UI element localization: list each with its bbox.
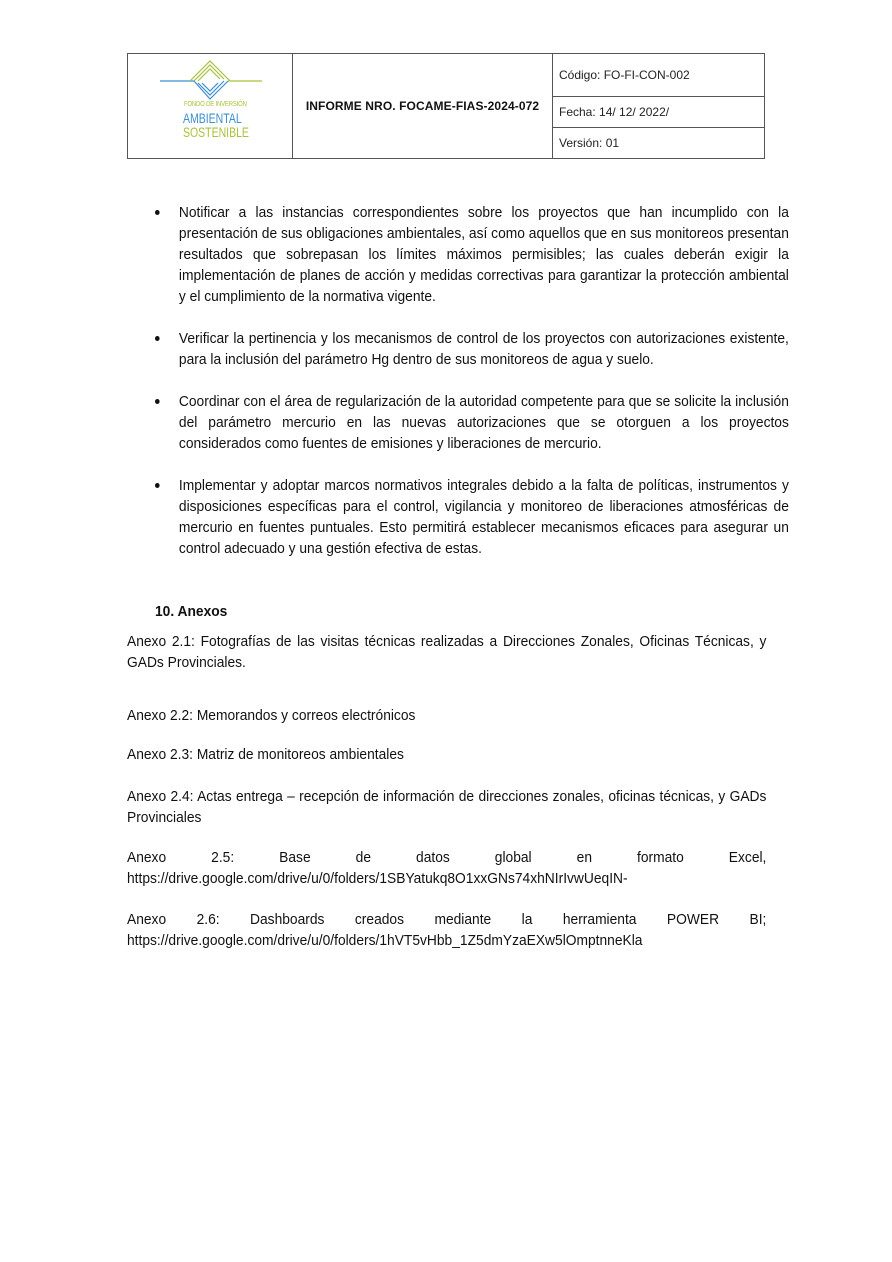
list-item-text: Notificar a las instancias correspondientes sobre los proyectos que han incumplido con la presentación de sus obligaciones ambientales, así como aquellos que en sus monitoreos presentan resultados que sobrepasan los límites máximos permisibles; las cuales deberán exigir la implementación de planes de acción y medidas correctivas para garantizar la protección ambiental y el cumplimiento de la normativa vigente. (178, 204, 789, 305)
list-item (155, 391, 789, 454)
document-code: Código: FO-FI-CON-002 (553, 54, 765, 97)
list-item (155, 202, 789, 307)
logo-text-line2: AMBIENTAL (183, 110, 242, 126)
list-item (155, 328, 789, 370)
bullet-icon (155, 399, 160, 404)
document-date: Fecha: 14/ 12/ 2022/ (553, 97, 765, 128)
annex-link[interactable]: https://drive.google.com/drive/u/0/folders/1SBYatukq8O1xxGNs74xhNIrIvwUeqIN- (127, 870, 628, 887)
organization-logo (128, 54, 292, 158)
annex-item-text: Anexo 2.6: Dashboards creados mediante la herramienta POWER BI; (127, 911, 767, 928)
document-header-table (127, 53, 765, 159)
annex-item: Anexo 2.4: Actas entrega – recepción de información de direcciones zonales, oficinas técnicas, y GADs Provinciales (127, 788, 767, 826)
annex-item: Anexo 2.1: Fotografías de las visitas técnicas realizadas a Direcciones Zonales, Oficinas Técnicas, y GADs Provinciales. (127, 633, 767, 671)
bullet-icon (155, 210, 160, 215)
logo-text-line3: SOSTENIBLE (183, 124, 249, 140)
list-item-text: Verificar la pertinencia y los mecanismos de control de los proyectos con autorizaciones existente, para la inclusión del parámetro Hg dentro de sus monitoreos de agua y suelo. (178, 330, 789, 368)
annex-item (127, 847, 766, 889)
logo-text-line1: FONDO DE INVERSIÓN (184, 101, 247, 108)
section-heading: 10. Anexos (155, 603, 228, 620)
annex-link[interactable]: https://drive.google.com/drive/u/0/folders/1hVT5vHbb_1Z5dmYzaEXw5lOmptnneKla (127, 932, 643, 949)
document-version: Versión: 01 (553, 128, 765, 159)
diamond-logo-icon (156, 58, 266, 104)
bullet-icon (155, 336, 160, 341)
list-item (155, 475, 789, 559)
report-title: INFORME NRO. FOCAME-FIAS-2024-072 (293, 54, 553, 159)
annex-item (127, 909, 766, 951)
logo-cell (128, 54, 293, 159)
annex-item: Anexo 2.3: Matriz de monitoreos ambientales (127, 746, 404, 763)
recommendations-list (155, 202, 789, 580)
annex-item: Anexo 2.2: Memorandos y correos electrónicos (127, 707, 416, 724)
annex-item-text: Anexo 2.5: Base de datos global en formato Excel, (127, 849, 767, 866)
list-item-text: Coordinar con el área de regularización de la autoridad competente para que se solicite la inclusión del parámetro mercurio en las nuevas autorizaciones que se otorguen a los proyectos considerados como fuentes de emisiones y liberaciones de mercurio. (178, 393, 789, 452)
list-item-text: Implementar y adoptar marcos normativos integrales debido a la falta de políticas, instrumentos y disposiciones específicas para el control, vigilancia y monitoreo de liberaciones atmosféricas de mercurio en fuentes puntuales. Esto permitirá establecer mecanismos eficaces para asegurar un control adecuado y una gestión efectiva de estas. (178, 477, 789, 557)
bullet-icon (155, 483, 160, 488)
